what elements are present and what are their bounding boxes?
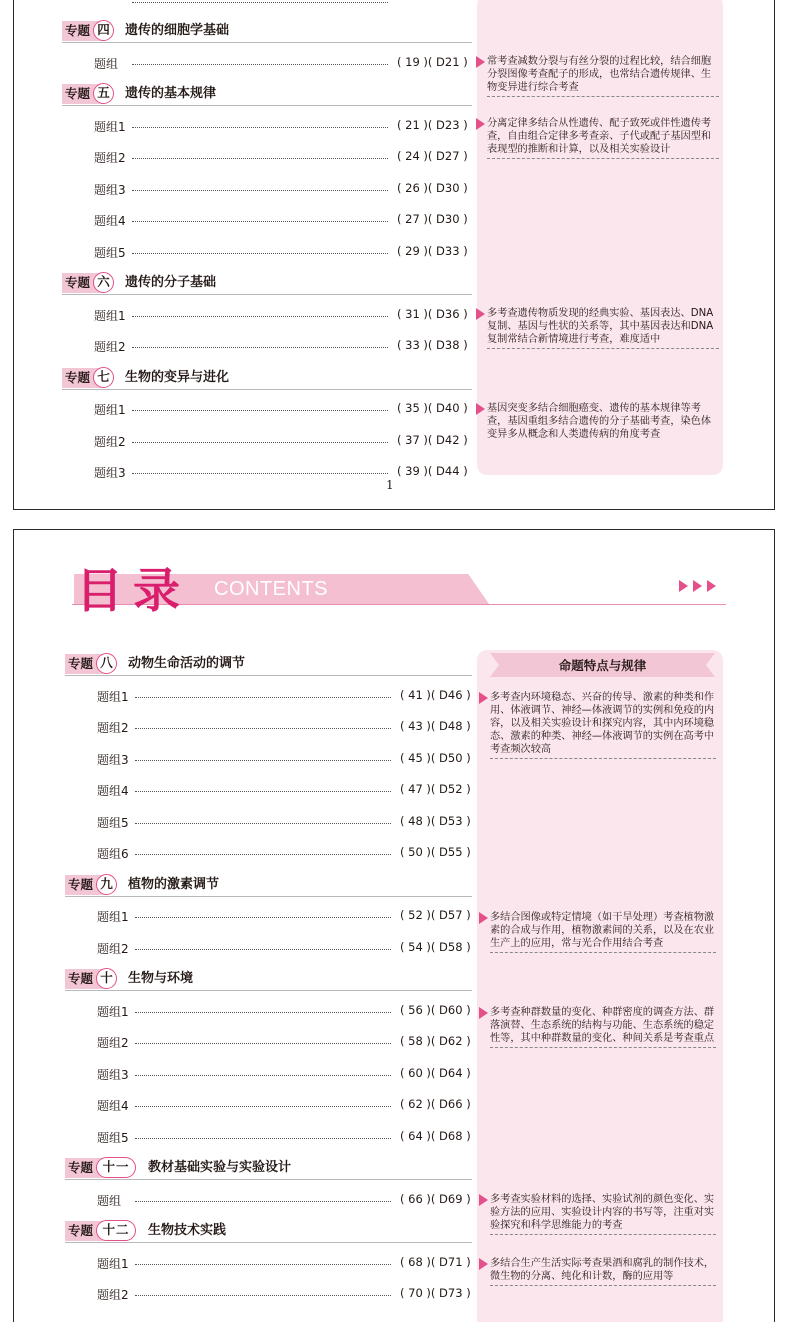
topic-label: 专题 bbox=[65, 969, 107, 989]
item-name: 题组5 bbox=[97, 816, 129, 830]
arrow-icon bbox=[479, 1194, 488, 1206]
toc-item[interactable] bbox=[14, 749, 476, 771]
item-name: 题组2 bbox=[97, 1288, 129, 1302]
toc-item[interactable] bbox=[14, 147, 476, 169]
note-text: 常考查减数分裂与有丝分裂的过程比较，结合细胞分裂图像考查配子的形成，也常结合遗传规律、生物变异进行综合考查 bbox=[487, 55, 719, 97]
item-pages: ( 37 )( D42 ) bbox=[397, 433, 468, 447]
item-name: 题组2 bbox=[97, 1036, 129, 1050]
toc-item[interactable] bbox=[14, 1064, 476, 1086]
topic-label: 专题 bbox=[65, 654, 107, 674]
topic-note bbox=[490, 1006, 716, 1048]
item-name: 题组 bbox=[97, 1194, 122, 1208]
topic-title: 遗传的分子基础 bbox=[125, 275, 217, 290]
arrow-icon bbox=[479, 1007, 488, 1019]
item-name: 题组4 bbox=[97, 784, 129, 798]
topic-note bbox=[487, 117, 719, 159]
topic-number: 五 bbox=[93, 83, 114, 104]
toc-item[interactable] bbox=[14, 1284, 476, 1306]
topic-label: 专题 bbox=[62, 84, 104, 104]
topic-title: 遗传的细胞学基础 bbox=[125, 23, 230, 38]
item-name: 题组2 bbox=[94, 435, 126, 449]
topic-label: 专题 bbox=[65, 875, 107, 895]
topic-number: 十一 bbox=[96, 1157, 136, 1178]
topic-title: 遗传的基本规律 bbox=[125, 86, 217, 101]
item-pages: ( 52 )( D57 ) bbox=[400, 908, 471, 922]
note-text: 分离定律多结合从性遗传、配子致死或伴性遗传考查，自由组合定律多考查亲、子代或配子基因型和表现型的推断和计算，以及相关实验设计 bbox=[487, 117, 719, 159]
note-text: 多考查实验材料的选择、实验试剂的颜色变化、实验方法的应用、实验设计内容的书写等，注重对实验探究和科学思维能力的考查 bbox=[490, 1193, 716, 1235]
item-pages: ( 66 )( D69 ) bbox=[400, 1192, 471, 1206]
toc-item bbox=[14, 0, 476, 13]
item-pages: ( 43 )( D48 ) bbox=[400, 719, 471, 733]
item-name: 题组 bbox=[94, 57, 119, 71]
item-pages: ( 21 )( D23 ) bbox=[397, 118, 468, 132]
topic-heading bbox=[14, 21, 476, 43]
topic-label: 专题 bbox=[62, 273, 104, 293]
page-number: 1 bbox=[386, 478, 394, 492]
toc-item[interactable] bbox=[14, 336, 476, 358]
item-name: 题组4 bbox=[97, 1099, 129, 1113]
item-pages: ( 60 )( D64 ) bbox=[400, 1066, 471, 1080]
note-text: 多考查遗传物质发现的经典实验、基因表达、DNA复制、基因与性状的关系等，其中基因表达和DNA复制常结合新情境进行考查，难度适中 bbox=[487, 307, 719, 349]
item-pages: ( 29 )( D33 ) bbox=[397, 244, 468, 258]
item-name: 题组1 bbox=[97, 690, 129, 704]
item-name: 题组3 bbox=[97, 753, 129, 767]
arrow-icon bbox=[479, 1258, 488, 1270]
topic-title: 植物的激素调节 bbox=[128, 877, 220, 892]
topic-title: 教材基础实验与实验设计 bbox=[148, 1160, 292, 1175]
topic-number: 八 bbox=[96, 653, 117, 674]
item-name: 题组5 bbox=[97, 1131, 129, 1145]
toc-item[interactable] bbox=[14, 717, 476, 739]
topic-heading bbox=[14, 368, 476, 390]
topic-number: 九 bbox=[96, 874, 117, 895]
item-name: 题组2 bbox=[94, 151, 126, 165]
item-pages: ( 47 )( D52 ) bbox=[400, 782, 471, 796]
topic-title: 生物技术实践 bbox=[148, 1223, 227, 1238]
item-pages: ( 64 )( D68 ) bbox=[400, 1129, 471, 1143]
topic-number: 七 bbox=[93, 367, 114, 388]
note-text: 基因突变多结合细胞癌变、遗传的基本规律等考查，基因重组多结合遗传的分子基础考查，染色体变异多从概念和人类遗传病的角度考查 bbox=[487, 403, 712, 440]
topic-title: 生物与环境 bbox=[128, 971, 194, 986]
item-name: 题组4 bbox=[94, 214, 126, 228]
topic-number: 十 bbox=[96, 968, 117, 989]
item-name: 题组1 bbox=[94, 309, 126, 323]
item-name: 题组1 bbox=[97, 1005, 129, 1019]
item-pages: ( 58 )( D62 ) bbox=[400, 1034, 471, 1048]
arrow-icon bbox=[476, 308, 485, 320]
toc-item[interactable] bbox=[14, 1127, 476, 1149]
item-name: 题组3 bbox=[94, 466, 126, 480]
toc-item[interactable] bbox=[14, 1095, 476, 1117]
item-name: 题组2 bbox=[97, 942, 129, 956]
toc-item[interactable] bbox=[14, 780, 476, 802]
item-pages: ( 45 )( D50 ) bbox=[400, 751, 471, 765]
item-name: 题组3 bbox=[97, 1068, 129, 1082]
arrow-icon bbox=[476, 56, 485, 68]
arrow-icon bbox=[479, 912, 488, 924]
item-name: 题组3 bbox=[94, 183, 126, 197]
note-text: 多结合生产生活实际考查果酒和腐乳的制作技术，微生物的分离、纯化和计数，酶的应用等 bbox=[490, 1257, 716, 1286]
item-name: 题组1 bbox=[97, 1257, 129, 1271]
item-pages: ( 27 )( D30 ) bbox=[397, 212, 468, 226]
arrow-icon bbox=[476, 403, 485, 415]
note-text: 多结合图像或特定情境（如干旱处理）考查植物激素的合成与作用，植物激素间的关系，以及在农业生产上的应用，常与光合作用结合考查 bbox=[490, 911, 716, 953]
toc-item[interactable] bbox=[14, 686, 476, 708]
toc-item[interactable] bbox=[14, 843, 476, 865]
toc-item[interactable] bbox=[14, 399, 476, 421]
topic-heading bbox=[14, 969, 476, 991]
item-name: 题组6 bbox=[97, 847, 129, 861]
note-text: 多考查种群数量的变化、种群密度的调查方法、群落演替、生态系统的结构与功能、生态系统的稳定性等，其中种群数量的变化、种间关系是考查重点 bbox=[490, 1006, 716, 1048]
item-pages: ( 19 )( D21 ) bbox=[397, 55, 468, 69]
topic-label: 专题 bbox=[62, 21, 104, 41]
item-pages: ( 50 )( D55 ) bbox=[400, 845, 471, 859]
item-pages: ( 62 )( D66 ) bbox=[400, 1097, 471, 1111]
toc-item[interactable] bbox=[14, 462, 476, 484]
item-name: 题组5 bbox=[94, 246, 126, 260]
topic-note bbox=[487, 307, 719, 349]
leader-dots bbox=[132, 55, 388, 65]
toc-item[interactable] bbox=[14, 431, 476, 453]
topic-note bbox=[490, 691, 716, 759]
topic-note bbox=[490, 1257, 716, 1286]
toc-item[interactable] bbox=[14, 938, 476, 960]
leader-dots bbox=[132, 0, 388, 3]
toc-item[interactable] bbox=[14, 179, 476, 201]
toc-item[interactable] bbox=[14, 242, 476, 264]
toc-page-top bbox=[13, 0, 775, 510]
item-name: 题组2 bbox=[94, 340, 126, 354]
topic-heading bbox=[14, 875, 476, 897]
topic-heading bbox=[14, 1221, 476, 1243]
toc-item[interactable] bbox=[14, 1253, 476, 1275]
toc-item[interactable] bbox=[14, 210, 476, 232]
topic-note bbox=[487, 55, 719, 97]
topic-note bbox=[487, 402, 719, 441]
page-title: 目录 bbox=[76, 564, 190, 619]
arrow-icon bbox=[476, 118, 485, 130]
topic-number: 十二 bbox=[96, 1220, 136, 1241]
item-pages: ( 56 )( D60 ) bbox=[400, 1003, 471, 1017]
item-pages: ( 70 )( D73 ) bbox=[400, 1286, 471, 1300]
toc-item[interactable] bbox=[14, 906, 476, 928]
item-pages: ( 35 )( D40 ) bbox=[397, 401, 468, 415]
topic-heading bbox=[14, 1158, 476, 1180]
toc-item bbox=[14, 1315, 476, 1322]
item-name: 题组1 bbox=[94, 403, 126, 417]
topic-label: 专题 bbox=[65, 1221, 107, 1241]
item-pages: ( 54 )( D58 ) bbox=[400, 940, 471, 954]
item-name: 题组1 bbox=[97, 910, 129, 924]
item-name: 题组1 bbox=[94, 120, 126, 134]
item-pages: ( 41 )( D46 ) bbox=[400, 688, 471, 702]
topic-title: 动物生命活动的调节 bbox=[128, 656, 246, 671]
topic-heading bbox=[14, 84, 476, 106]
topic-number: 六 bbox=[93, 272, 114, 293]
item-pages: ( 24 )( D27 ) bbox=[397, 149, 468, 163]
note-text: 多考查内环境稳态、兴奋的传导、激素的种类和作用、体液调节、神经—体液调节的实例和免疫的内容，以及相关实验设计和探究内容，其中内环境稳态、激素的种类、神经—体液调节的实例在高考中考查频次较高 bbox=[490, 691, 716, 759]
item-pages: ( 68 )( D71 ) bbox=[400, 1255, 471, 1269]
topic-heading bbox=[14, 273, 476, 295]
topic-note bbox=[490, 1193, 716, 1235]
item-pages: ( 48 )( D53 ) bbox=[400, 814, 471, 828]
toc-item[interactable] bbox=[14, 1190, 476, 1212]
toc-page-bottom bbox=[13, 529, 775, 1322]
item-name: 题组2 bbox=[97, 721, 129, 735]
toc-item[interactable] bbox=[14, 812, 476, 834]
toc-item[interactable] bbox=[14, 305, 476, 327]
item-pages: ( 31 )( D36 ) bbox=[397, 307, 468, 321]
topic-label: 专题 bbox=[65, 1158, 107, 1178]
topic-label: 专题 bbox=[62, 368, 104, 388]
item-pages: ( 39 )( D44 ) bbox=[397, 464, 468, 478]
page-subtitle: CONTENTS bbox=[214, 578, 328, 600]
arrow-icon bbox=[479, 692, 488, 704]
triple-arrow-icon bbox=[679, 580, 721, 596]
toc-item[interactable] bbox=[14, 1032, 476, 1054]
toc-item[interactable] bbox=[14, 53, 476, 75]
topic-number: 四 bbox=[93, 20, 114, 41]
toc-item[interactable] bbox=[14, 1001, 476, 1023]
toc-item[interactable] bbox=[14, 116, 476, 138]
topic-heading bbox=[14, 654, 476, 676]
topic-note bbox=[490, 911, 716, 953]
item-pages: ( 26 )( D30 ) bbox=[397, 181, 468, 195]
topic-title: 生物的变异与进化 bbox=[125, 370, 230, 385]
item-pages: ( 33 )( D38 ) bbox=[397, 338, 468, 352]
panel-title: 命题特点与规律 bbox=[558, 658, 647, 673]
